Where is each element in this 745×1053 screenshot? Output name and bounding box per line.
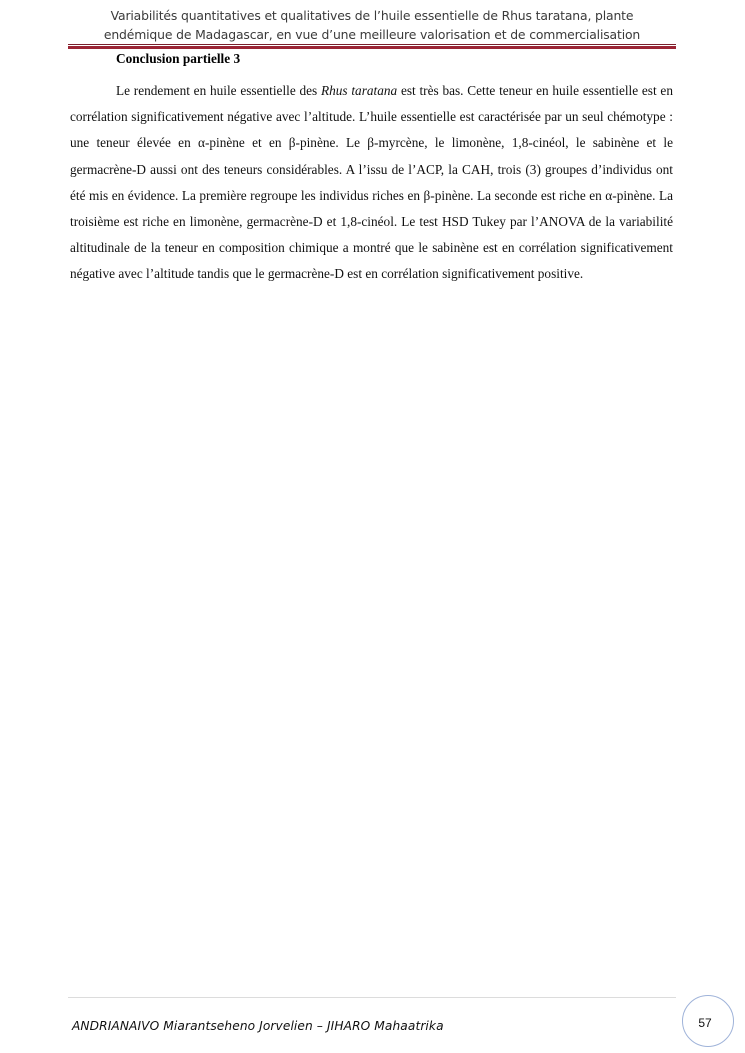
- page-number: 57: [698, 1016, 712, 1030]
- header-rule-accent: [68, 46, 676, 49]
- running-header-line-1: Variabilités quantitatives et qualitatives de l’huile essentielle de Rhus taratana, plante: [110, 8, 634, 23]
- section-title: Conclusion partielle 3: [116, 51, 241, 66]
- footer-rule: [68, 997, 676, 998]
- running-header: [68, 6, 676, 44]
- paragraph-text-start: Le rendement en huile essentielle des: [116, 83, 321, 98]
- running-header-line-2: endémique de Madagascar, en vue d’une meilleure valorisation et de commercialisation: [103, 27, 641, 42]
- paragraph-text-rest: est très bas. Cette teneur en huile essentielle est en corrélation significativement négative avec l’altitude. L’huile essentielle est caractérisée par un seul chémotype : une teneur élevée en α-pinène et en β-pinène. Le β-myrcène, le limonène, 1,8-cinéol, le sabinène et le germacrène-D aussi ont des teneurs considérables. A l’issu de l’ACP, la CAH, trois (3) groupes d’individus ont été mis en évidence. La première regroupe les individus riches en β-pinène. La seconde est riche en α-pinène. La troisième est riche en limonène, germacrène-D et 1,8-cinéol. Le test HSD Tukey par l’ANOVA de la variabilité altitudinale de la teneur en composition chimique a montré que le sabinène est en corrélation significativement négative avec l’altitude tandis que le germacrène-D est en corrélation significativement positive.: [70, 83, 673, 282]
- species-name: Rhus taratana: [321, 83, 398, 98]
- page-number-badge: [682, 995, 734, 1047]
- body-paragraph: [70, 78, 673, 288]
- footer-authors: ANDRIANAIVO Miarantseheno Jorvelien – JIHARO Mahaatrika: [72, 1019, 444, 1033]
- header-rule: [68, 44, 676, 45]
